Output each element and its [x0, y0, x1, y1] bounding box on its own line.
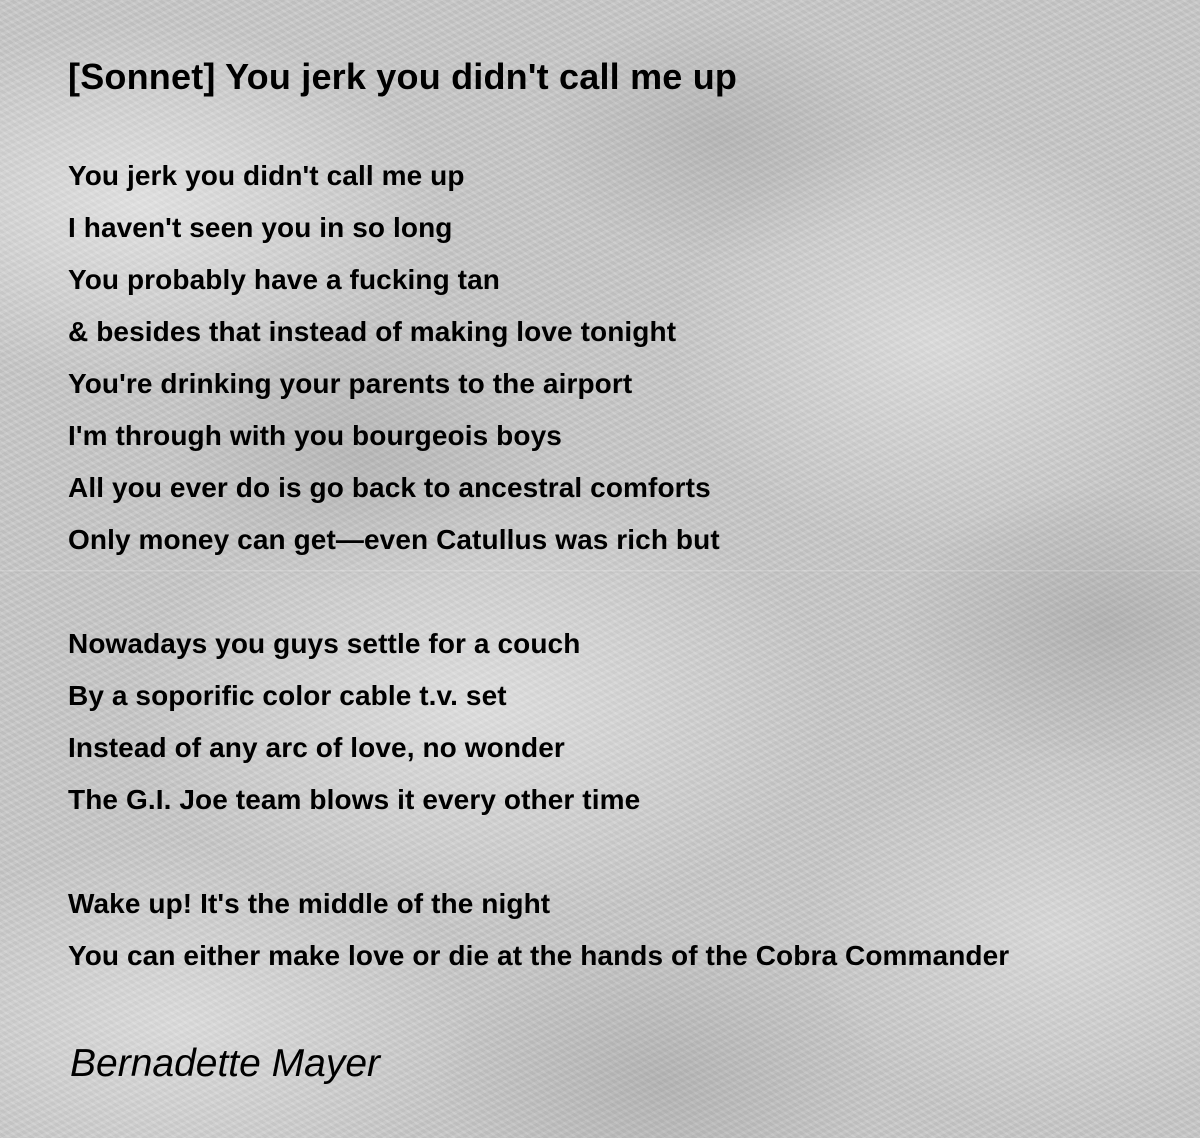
poem-line: Nowadays you guys settle for a couch: [68, 628, 581, 659]
poem-line: Instead of any arc of love, no wonder: [68, 732, 565, 763]
poem-line: Only money can get—even Catullus was rich but: [68, 524, 720, 555]
poem-line: & besides that instead of making love tonight: [68, 316, 677, 347]
poem-line: By a soporific color cable t.v. set: [68, 680, 507, 711]
poem-body: [68, 150, 1009, 1034]
poem-line: You're drinking your parents to the airport: [68, 368, 633, 399]
poem-line: You probably have a fucking tan: [68, 264, 500, 295]
poem-line: The G.I. Joe team blows it every other time: [68, 784, 641, 815]
stanza-2: [68, 618, 1009, 826]
poem-container: [68, 52, 1178, 971]
poem-title: [Sonnet] You jerk you didn't call me up: [68, 56, 738, 97]
stanza-3: [68, 878, 1009, 982]
poem-line: I'm through with you bourgeois boys: [68, 420, 562, 451]
poem-line: I haven't seen you in so long: [68, 212, 453, 243]
poem-line: You can either make love or die at the hands of the Cobra Commander: [68, 940, 1010, 971]
poem-author: Bernadette Mayer: [70, 1042, 381, 1085]
poem-line: All you ever do is go back to ancestral comforts: [68, 472, 711, 503]
poem-line: Wake up! It's the middle of the night: [68, 888, 551, 919]
stanza-1: [68, 150, 1009, 566]
poem-line: You jerk you didn't call me up: [68, 160, 465, 191]
